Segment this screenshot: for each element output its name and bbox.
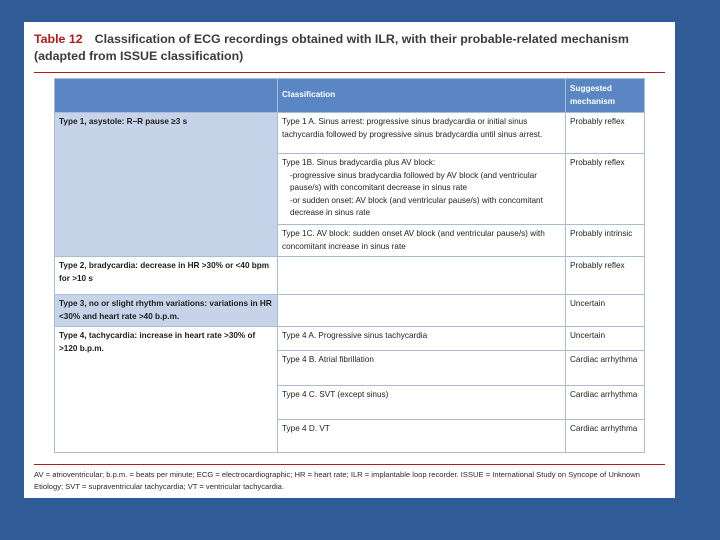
- classification-text: Type 1C. AV block: sudden onset AV block (and ventricular pause/s) with concomitant increase in sinus rate: [282, 229, 545, 251]
- table-title: Classification of ECG recordings obtained with ILR, with their probable-related mechanism (adapted from ISSUE classification): [34, 32, 629, 63]
- table-header-row: [55, 79, 645, 113]
- mechanism-cell: Probably reflex: [566, 113, 645, 154]
- mechanism-cell: Cardiac arrhythma: [566, 386, 645, 420]
- classification-cell: [278, 351, 566, 386]
- mechanism-cell: Probably intrinsic: [566, 225, 645, 257]
- classification-cell: [278, 113, 566, 154]
- mechanism-cell: Uncertain: [566, 295, 645, 327]
- mechanism-cell: Cardiac arrhythma: [566, 351, 645, 386]
- classification-cell: [278, 327, 566, 351]
- table-footnote: AV = atrioventricular; b.p.m. = beats per minute; ECG = electrocardiographic; HR = heart rate; ILR = implantable loop recorder. ISSUE = International Study on Syncope of Unknown Etiology; SVT = supraventricular tachycardia; VT = ventricular tachycardia.: [34, 470, 640, 491]
- classification-text: Type 4 D. VT: [282, 424, 330, 433]
- type-cell: Type 2, bradycardia: decrease in HR >30% or <40 bpm for >10 s: [55, 257, 278, 295]
- classification-text: -progressive sinus bradycardia followed by AV block (and ventricular pause/s) with concomitant decrease in sinus rate: [290, 170, 537, 192]
- table-row: [55, 257, 645, 295]
- classification-cell: [278, 420, 566, 453]
- header-type: [55, 79, 278, 113]
- classification-text: Type 4 C. SVT (except sinus): [282, 390, 389, 399]
- classification-cell: [278, 386, 566, 420]
- table-row: [55, 113, 645, 154]
- classification-text: Type 4 A. Progressive sinus tachycardia: [282, 331, 428, 340]
- table-caption: [34, 31, 670, 65]
- classification-text: Type 4 B. Atrial fibrillation: [282, 355, 374, 364]
- classification-cell: [278, 154, 566, 225]
- classification-cell: [278, 257, 566, 295]
- mechanism-cell: Cardiac arrhythma: [566, 420, 645, 453]
- classification-cell: [278, 295, 566, 327]
- table-row: [55, 295, 645, 327]
- type-cell: Type 4, tachycardia: increase in heart rate >30% of >120 b.p.m.: [55, 327, 278, 453]
- caption-divider: [34, 72, 665, 73]
- table-number: Table 12: [34, 32, 83, 46]
- classification-cell: [278, 225, 566, 257]
- classification-text: Type 1B. Sinus bradycardia plus AV block:: [282, 158, 436, 167]
- mechanism-cell: Uncertain: [566, 327, 645, 351]
- footnote-divider: [34, 464, 665, 465]
- mechanism-cell: Probably reflex: [566, 154, 645, 225]
- type-cell: Type 3, no or slight rhythm variations: variations in HR <30% and heart rate >40 b.p.m.: [55, 295, 278, 327]
- header-mechanism: Suggested mechanism: [566, 79, 645, 113]
- ecg-classification-table: [54, 78, 645, 453]
- header-classification: Classification: [278, 79, 566, 113]
- type-cell: Type 1, asystole: R–R pause ≥3 s: [55, 113, 278, 257]
- classification-text: -or sudden onset: AV block (and ventricular pause/s) with concomitant decrease in sinus rate: [290, 195, 543, 217]
- table-row: [55, 327, 645, 351]
- mechanism-cell: Probably reflex: [566, 257, 645, 295]
- document-panel: [24, 22, 675, 498]
- classification-text: Type 1 A. Sinus arrest: progressive sinus bradycardia or initial sinus tachycardia followed by progressive sinus bradycardia until sinus arrest.: [282, 117, 543, 139]
